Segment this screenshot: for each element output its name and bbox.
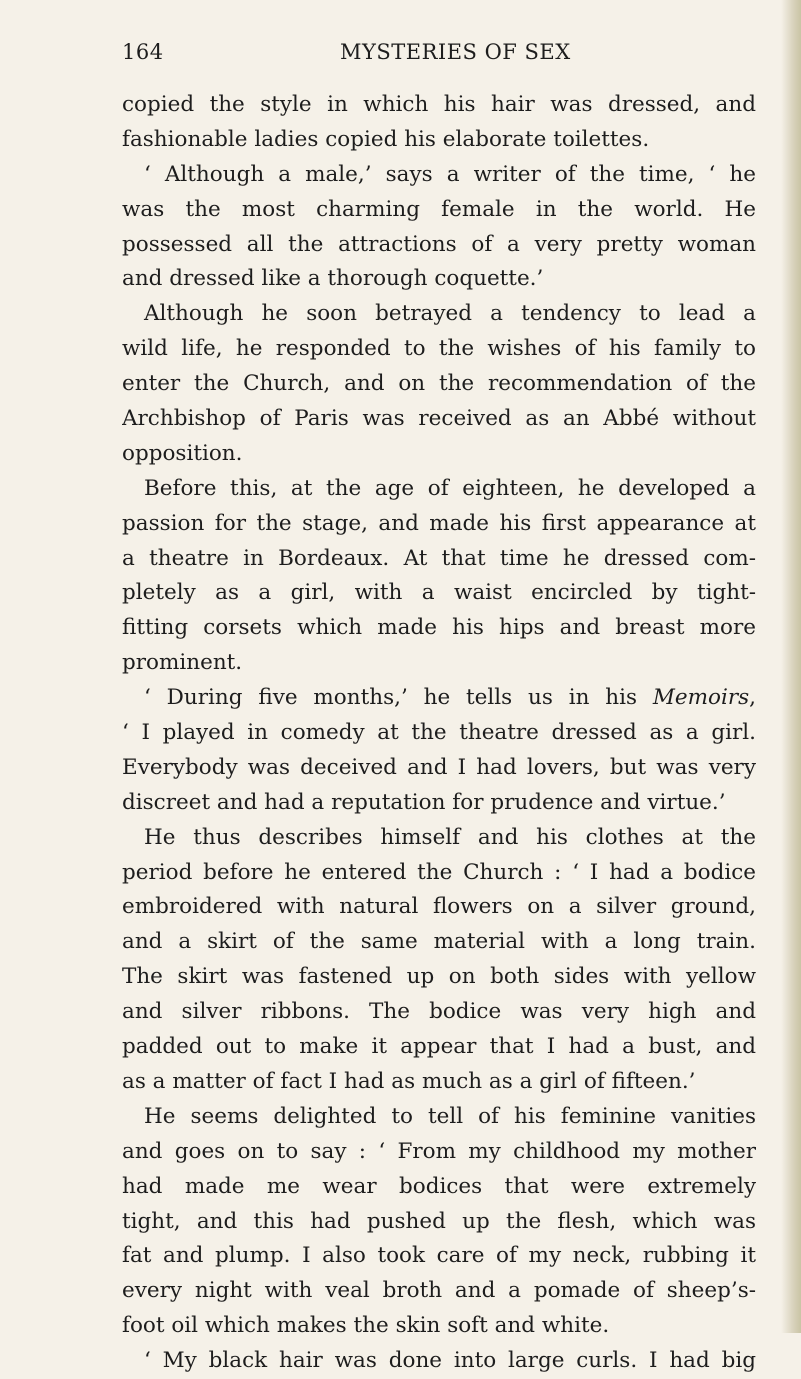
- text-line: [122, 786, 756, 821]
- text-line-content: copied the style in which his hair was dressed, and: [122, 92, 756, 117]
- italic-title: Memoirs: [652, 685, 750, 711]
- text-line-content: and goes on to say : ‘ From my childhood my mother: [122, 1138, 756, 1164]
- text-line: [122, 1309, 756, 1344]
- running-header: [122, 40, 756, 76]
- text-line: [122, 1344, 756, 1379]
- trailing-punctuation: ,: [749, 685, 756, 711]
- text-line-content: He seems delighted to tell of his feminine vanities: [144, 1103, 756, 1129]
- text-line-content: ‘ During five months,’ he tells us in his: [144, 685, 653, 711]
- text-line: [122, 751, 756, 786]
- text-line-content: tight, and this had pushed up the flesh, which was: [122, 1208, 756, 1234]
- text-line: [122, 925, 756, 960]
- text-line: [122, 681, 756, 716]
- text-line-content: fashionable ladies copied his elaborate toilettes.: [122, 126, 650, 152]
- text-line: [122, 507, 756, 542]
- page-edge-shadow: [781, 0, 801, 1333]
- text-line: [122, 297, 756, 332]
- text-line: [122, 576, 756, 611]
- text-line-content: Everybody was deceived and I had lovers, but was very: [122, 754, 756, 780]
- text-line-content: was the most charming female in the world. He: [122, 196, 756, 222]
- text-line-content: embroidered with natural flowers on a silver ground,: [122, 894, 756, 920]
- text-line: [122, 193, 756, 228]
- text-line: [122, 716, 756, 751]
- text-line: [122, 611, 756, 646]
- text-line: [122, 1170, 756, 1205]
- page-number: 164: [122, 40, 164, 64]
- text-line-content: discreet and had a reputation for prudence and virtue.’: [122, 789, 726, 815]
- running-title: MYSTERIES OF SEX: [340, 40, 571, 64]
- text-line-content: wild life, he responded to the wishes of his family to: [122, 336, 756, 362]
- text-line-content: and a skirt of the same material with a long train.: [122, 929, 756, 955]
- text-line-content: pletely as a girl, with a waist encircled by tight-: [122, 580, 756, 606]
- text-line: [122, 821, 756, 856]
- text-line-content: fat and plump. I also took care of my neck, rubbing it: [122, 1243, 756, 1269]
- text-line: [122, 856, 756, 891]
- text-line-content: passion for the stage, and made his first appearance at: [122, 510, 756, 536]
- text-line: [122, 472, 756, 507]
- text-line: [122, 88, 756, 123]
- text-line: [122, 402, 756, 437]
- text-line-content: had made me wear bodices that were extremely: [122, 1173, 756, 1199]
- text-line-content: a theatre in Bordeaux. At that time he dressed com-: [122, 545, 756, 571]
- text-line: [122, 542, 756, 577]
- text-line-content: Before this, at the age of eighteen, he developed a: [144, 475, 756, 501]
- text-line-content: Although he soon betrayed a tendency to lead a: [144, 301, 756, 327]
- text-line-content: fitting corsets which made his hips and breast more: [122, 615, 756, 641]
- text-line-content: and dressed like a thorough coquette.’: [122, 266, 544, 292]
- text-line: [122, 1205, 756, 1240]
- text-line-content: every night with veal broth and a pomade of sheep’s-: [122, 1278, 756, 1304]
- text-line-content: He thus describes himself and his clothes at the: [144, 824, 756, 850]
- text-line: [122, 437, 756, 472]
- text-line: [122, 123, 756, 158]
- text-line-content: enter the Church, and on the recommendation of the: [122, 371, 756, 397]
- text-line: [122, 228, 756, 263]
- text-line-content: ‘ Although a male,’ says a writer of the time, ‘ he: [144, 161, 756, 187]
- text-line-content: padded out to make it appear that I had a bust, and: [122, 1034, 756, 1060]
- text-line: [122, 1100, 756, 1135]
- text-line-content: ‘ My black hair was done into large curls. I had big: [144, 1348, 756, 1374]
- text-line: [122, 158, 756, 193]
- text-line-content: The skirt was fastened up on both sides with yellow: [122, 964, 756, 990]
- text-line: [122, 960, 756, 995]
- text-line: [122, 367, 756, 402]
- text-line: [122, 890, 756, 925]
- text-line: [122, 646, 756, 681]
- text-line: [122, 332, 756, 367]
- text-line-content: foot oil which makes the skin soft and white.: [122, 1313, 610, 1339]
- text-line-content: as a matter of fact I had as much as a girl of fifteen.’: [122, 1068, 696, 1094]
- text-line-content: possessed all the attractions of a very pretty woman: [122, 231, 756, 257]
- text-line-content: opposition.: [122, 440, 243, 466]
- text-line: [122, 1030, 756, 1065]
- text-line-content: prominent.: [122, 650, 243, 676]
- text-line-content: and silver ribbons. The bodice was very high and: [122, 999, 756, 1025]
- text-line-content: Archbishop of Paris was received as an Abbé without: [122, 406, 756, 432]
- text-line: [122, 1274, 756, 1309]
- text-line: [122, 262, 756, 297]
- text-line: [122, 1065, 756, 1100]
- text-line-content: period before he entered the Church : ‘ I had a bodice: [122, 859, 756, 885]
- text-line: [122, 995, 756, 1030]
- book-page: [122, 40, 756, 1379]
- body-text: [122, 88, 756, 1379]
- text-line-content: ‘ I played in comedy at the theatre dressed as a girl.: [122, 720, 756, 746]
- text-line: [122, 1239, 756, 1274]
- text-line: [122, 1135, 756, 1170]
